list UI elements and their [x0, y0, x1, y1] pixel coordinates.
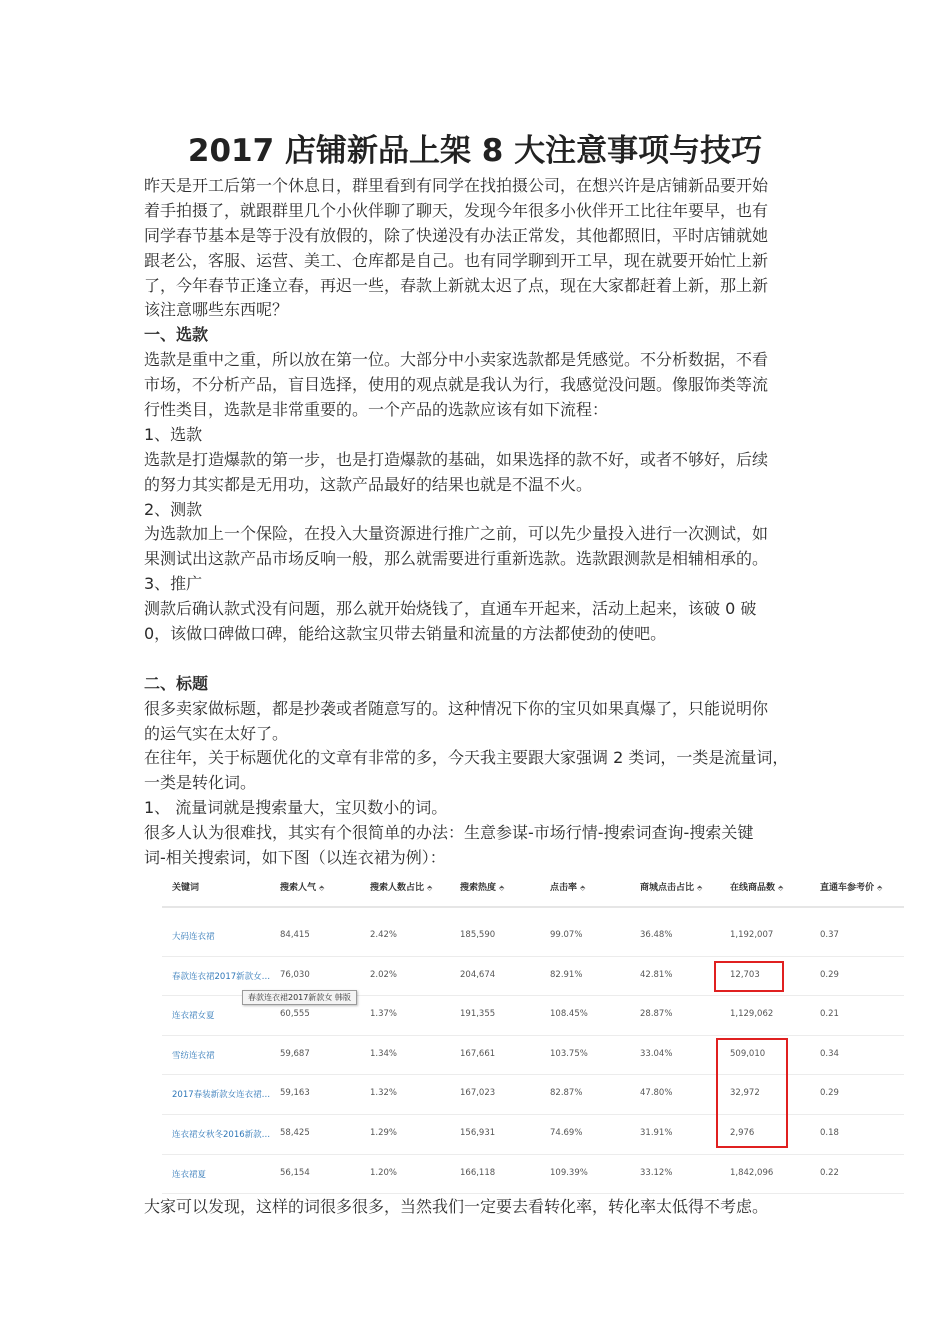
paragraph-line: 0，该做口碑做口碑，能给这款宝贝带去销量和流量的方法都使劲的使吧。: [144, 624, 667, 644]
table-cell: 1,192,007: [730, 930, 774, 940]
paragraph-line: 果测试出这款产品市场反响一般，那么就需要进行重新选款。选款跟测款是相辅相承的。: [144, 549, 769, 569]
table-cell: 36.48%: [640, 930, 673, 940]
table-cell: 59,163: [280, 1088, 310, 1099]
paragraph-line: 同学春节基本是等于没有放假的，除了快递没有办法正常发，其他都照旧，平时店铺就她: [144, 225, 769, 245]
highlight-box-group: [716, 1038, 788, 1148]
sort-icon[interactable]: ⬘: [580, 884, 586, 892]
sort-icon[interactable]: ⬘: [427, 884, 433, 892]
paragraph-line: 跟老公，客服、运营、美工、仓库都是自己。也有同学聊到开工早，现在就要开始忙上新: [144, 250, 769, 270]
paragraph-line: 着手拍摄了，就跟群里几个小伙伴聊了聊天，发现今年很多小伙伴开工比往年要早，也有: [144, 200, 769, 220]
keyword-link[interactable]: 2017春装新款女连衣裙…: [172, 1090, 271, 1101]
column-header[interactable]: [820, 880, 882, 893]
column-header[interactable]: [640, 880, 702, 893]
table-cell: 2.42%: [370, 930, 398, 940]
document-title: 2017 店铺新品上架 8 大注意事项与技巧: [187, 133, 763, 169]
table-cell: 509,010: [730, 1048, 766, 1059]
paragraph-line: 行性类目，选款是非常重要的。一个产品的选款应该有如下流程：: [144, 400, 609, 420]
column-header-label: 搜索人数占比: [370, 883, 425, 893]
column-header-label: 关键词: [172, 883, 200, 893]
table-cell: 167,023: [460, 1088, 496, 1099]
section-heading: 一、选款: [144, 325, 209, 345]
table-cell: 32,972: [730, 1088, 760, 1099]
sort-icon[interactable]: ⬘: [877, 884, 883, 892]
table-cell: 185,590: [460, 930, 496, 940]
keyword-link[interactable]: 春款连衣裙2017新款女…: [172, 971, 271, 982]
table-cell: 103.75%: [550, 1048, 588, 1059]
table-header: [162, 868, 904, 908]
table-cell: 82.87%: [550, 1088, 583, 1099]
table-cell: 0.34: [820, 1048, 839, 1059]
paragraph-line: 一类是转化词。: [144, 773, 257, 793]
table-cell: 0.18: [820, 1128, 839, 1138]
table-cell: 12,703: [730, 969, 760, 980]
column-header[interactable]: [370, 880, 432, 893]
paragraph-line: 为选款加上一个保险，在投入大量资源进行推广之前，可以先少量投入进行一次测试，如: [144, 524, 769, 544]
table-row: [162, 1074, 904, 1115]
column-header: [172, 880, 199, 893]
table-cell: 0.29: [820, 969, 839, 980]
table-cell: 0.37: [820, 930, 839, 940]
table-cell: 99.07%: [550, 930, 583, 940]
table-cell: 2,976: [730, 1128, 755, 1138]
table-cell: 0.21: [820, 1009, 839, 1020]
table-cell: 108.45%: [550, 1009, 588, 1020]
column-header[interactable]: [460, 880, 504, 893]
paragraph-line: 选款是重中之重，所以放在第一位。大部分中小卖家选款都是凭感觉。不分析数据，不看: [144, 350, 769, 370]
paragraph-line: 1、选款: [144, 424, 203, 444]
table-cell: 82.91%: [550, 969, 583, 980]
table-cell: 42.81%: [640, 969, 673, 980]
table-cell: 1.32%: [370, 1088, 398, 1099]
paragraph-line: 大家可以发现，这样的词很多很多，当然我们一定要去看转化率，转化率太低得不考虑。: [144, 1197, 769, 1216]
table-cell: 191,355: [460, 1009, 496, 1020]
table-cell: 2.02%: [370, 969, 398, 980]
paragraph-line: 的努力其实都是无用功，这款产品最好的结果也就是不温不火。: [144, 474, 593, 494]
table-row: [162, 1154, 904, 1195]
highlight-box-12703: [714, 961, 784, 992]
paragraph-line: 很多人认为很难找，其实有个很简单的办法：生意参谋-市场行情-搜索词查询-搜索关键: [144, 823, 754, 843]
table-cell: 1.37%: [370, 1009, 398, 1020]
blank-line: [144, 647, 816, 672]
paragraph-line: 的运气实在太好了。: [144, 723, 289, 743]
paragraph-line: 1、 流量词就是搜索量大，宝贝数小的词。: [144, 798, 448, 818]
table-cell: 167,661: [460, 1048, 496, 1059]
column-header-label: 商城点击占比: [640, 883, 695, 893]
sort-icon[interactable]: ⬘: [319, 884, 325, 892]
table-cell: 28.87%: [640, 1009, 673, 1020]
section-heading: 二、标题: [144, 673, 209, 693]
paragraph-line: 3、推广: [144, 574, 203, 594]
paragraph-line: 该注意哪些东西呢？: [144, 300, 289, 320]
table-cell: 76,030: [280, 969, 310, 980]
column-header[interactable]: [730, 880, 783, 893]
table-row: [162, 1035, 904, 1076]
table-cell: 1.34%: [370, 1048, 398, 1059]
paragraph-line: 词-相关搜索词，如下图（以连衣裙为例）：: [144, 848, 446, 868]
table-cell: 166,118: [460, 1167, 496, 1178]
table-cell: 204,674: [460, 969, 496, 980]
paragraph-line: 选款是打造爆款的第一步，也是打造爆款的基础，如果选择的款不好，或者不够好，后续: [144, 449, 769, 469]
keyword-table-screenshot: [144, 868, 920, 1192]
column-header-label: 直通车参考价: [820, 883, 875, 893]
article-body: [144, 174, 816, 871]
keyword-link[interactable]: 连衣裙女夏: [172, 1011, 215, 1022]
table-cell: 109.39%: [550, 1167, 588, 1178]
keyword-link[interactable]: 连衣裙女秋冬2016新款…: [172, 1130, 271, 1140]
paragraph-line: 测款后确认款式没有问题，那么就开始烧钱了，直通车开起来，活动上起来，该破 0 破: [144, 599, 757, 619]
paragraph-line: 很多卖家做标题，都是抄袭或者随意写的。这种情况下你的宝贝如果真爆了，只能说明你: [144, 698, 769, 718]
table-cell: 58,425: [280, 1128, 310, 1138]
paragraph-line: 了，今年春节正逢立春，再迟一些，春款上新就太迟了点，现在大家都赶着上新，那上新: [144, 275, 769, 295]
paragraph-line: 市场，不分析产品，盲目选择，使用的观点就是我认为行，我感觉没问题。像服饰类等流: [144, 375, 769, 395]
paragraph-line: 2、测款: [144, 499, 203, 519]
column-header-label: 搜索热度: [460, 883, 497, 893]
paragraph-line: 昨天是开工后第一个休息日，群里看到有同学在找拍摄公司，在想兴许是店铺新品要开始: [144, 176, 769, 195]
column-header-label: 搜索人气: [280, 883, 317, 893]
column-header-label: 在线商品数: [730, 883, 776, 893]
sort-icon[interactable]: ⬘: [697, 884, 703, 892]
table-cell: 1.29%: [370, 1128, 398, 1138]
keyword-tooltip: 春款连衣裙2017新款女 韩版: [242, 990, 357, 1005]
table-cell: 1,129,062: [730, 1009, 774, 1020]
sort-icon[interactable]: ⬘: [499, 884, 505, 892]
table-cell: 84,415: [280, 930, 310, 940]
table-cell: 74.69%: [550, 1128, 583, 1138]
table-cell: 33.12%: [640, 1167, 673, 1178]
paragraph-line: 在往年，关于标题优化的文章有非常的多，今天我主要跟大家强调 2 类词，一类是流量词，: [144, 748, 789, 768]
table-cell: 1,842,096: [730, 1167, 774, 1178]
table-cell: 59,687: [280, 1048, 310, 1059]
article-body-continued: [144, 1195, 816, 1220]
table-row: [162, 916, 904, 957]
table-row: [162, 1114, 904, 1155]
keyword-link[interactable]: 大码连衣裙: [172, 932, 215, 942]
table-cell: 33.04%: [640, 1048, 673, 1059]
keyword-link[interactable]: 雪纺连衣裙: [172, 1050, 215, 1061]
keyword-link[interactable]: 连衣裙夏: [172, 1169, 207, 1180]
column-header[interactable]: [550, 880, 585, 893]
table-cell: 156,931: [460, 1128, 496, 1138]
table-cell: 31.91%: [640, 1128, 673, 1138]
column-header-label: 点击率: [550, 883, 578, 893]
table-cell: 1.20%: [370, 1167, 398, 1178]
table-cell: 60,555: [280, 1009, 310, 1020]
sort-icon[interactable]: ⬘: [778, 884, 784, 892]
table-cell: 47.80%: [640, 1088, 673, 1099]
column-header[interactable]: [280, 880, 324, 893]
table-cell: 56,154: [280, 1167, 310, 1178]
table-cell: 0.22: [820, 1167, 839, 1178]
table-cell: 0.29: [820, 1088, 839, 1099]
